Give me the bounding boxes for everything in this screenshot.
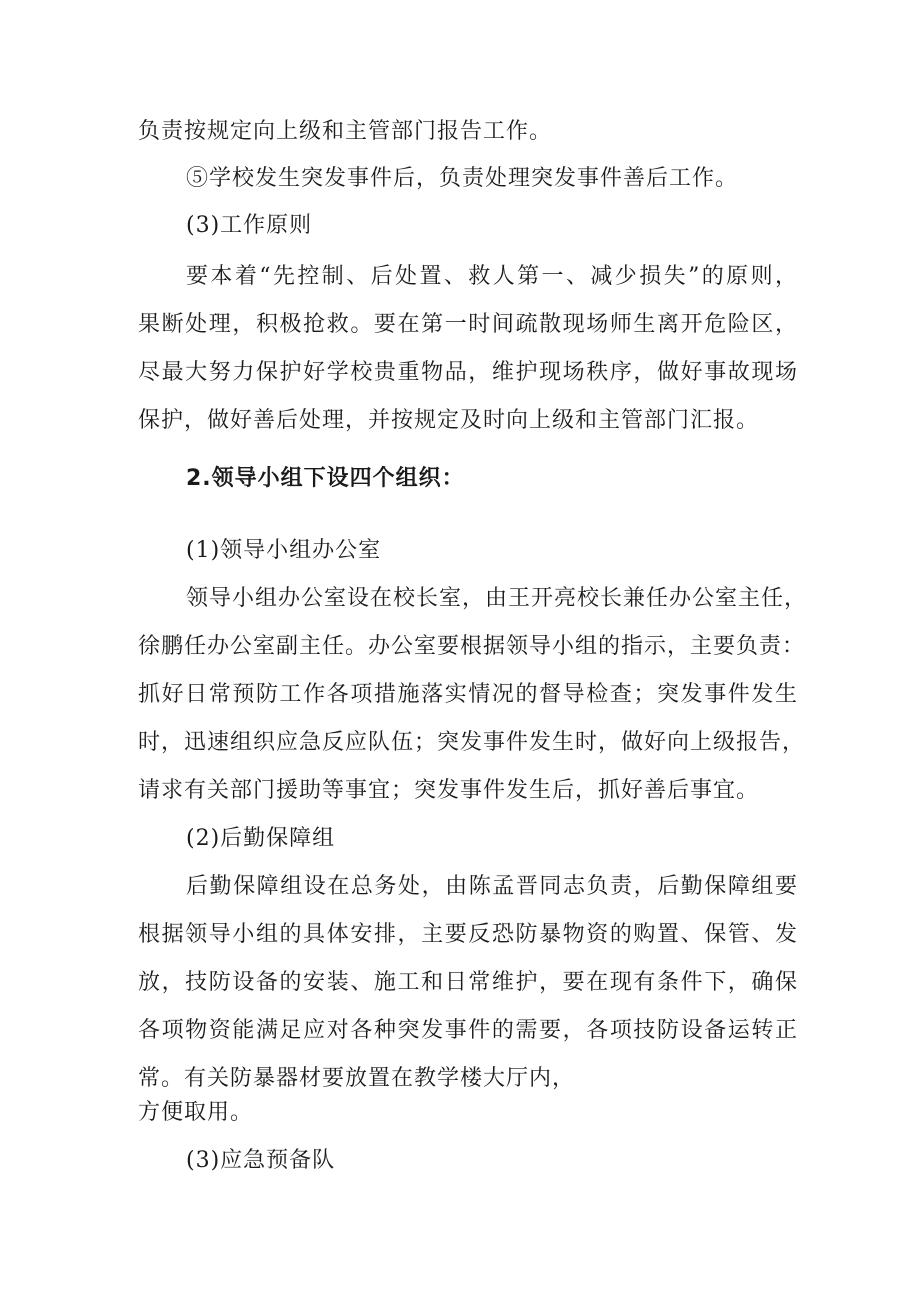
paragraph-line: 放，技防设备的安装、施工和日常维护，要在现有条件下，确保 bbox=[138, 970, 798, 995]
paragraph-line: 常。有关防暴器材要放置在教学楼大厅内， bbox=[138, 1066, 576, 1091]
paragraph-line: 果断处理，积极抢救。要在第一时间疏散现场师生离开危险区， bbox=[138, 312, 798, 337]
subsection-heading: (3)应急预备队 bbox=[186, 1148, 336, 1173]
subsection-heading: (2)后勤保障组 bbox=[186, 826, 336, 851]
subsection-heading: (1)领导小组办公室 bbox=[186, 538, 382, 563]
paragraph-line: 保护，做好善后处理，并按规定及时向上级和主管部门汇报。 bbox=[138, 408, 760, 433]
paragraph-line: 方便取用。 bbox=[138, 1100, 254, 1125]
paragraph-line: 各项物资能满足应对各种突发事件的需要，各项技防设备运转正 bbox=[138, 1018, 798, 1043]
paragraph-line: 时，迅速组织应急反应队伍；突发事件发生时，做好向上级报告， bbox=[138, 730, 806, 755]
text-line: 负责按规定向上级和主管部门报告工作。 bbox=[138, 119, 553, 144]
paragraph-line: 领导小组办公室设在校长室，由王开亮校长兼任办公室主任， bbox=[186, 586, 808, 611]
paragraph-line: 后勤保障组设在总务处，由陈孟晋同志负责，后勤保障组要 bbox=[186, 874, 798, 899]
list-item: ⑤学校发生突发事件后，负责处理突发事件善后工作。 bbox=[186, 166, 739, 191]
paragraph-line: 抓好日常预防工作各项措施落实情况的督导检查；突发事件发生 bbox=[138, 682, 798, 707]
paragraph-line: 尽最大努力保护好学校贵重物品，维护现场秩序，做好事故现场 bbox=[138, 360, 798, 385]
paragraph-line: 徐鹏任办公室副主任。办公室要根据领导小组的指示，主要负责： bbox=[138, 634, 806, 659]
paragraph-line: 根据领导小组的具体安排，主要反恐防暴物资的购置、保管、发 bbox=[138, 922, 798, 947]
section-heading: 2.领导小组下设四个组织： bbox=[186, 466, 465, 491]
paragraph-line: 请求有关部门援助等事宜；突发事件发生后，抓好善后事宜。 bbox=[138, 778, 760, 803]
paragraph-line: 要本着“先控制、后处置、救人第一、减少损失”的原则， bbox=[186, 264, 798, 289]
subsection-heading: (3)工作原则 bbox=[186, 213, 313, 238]
